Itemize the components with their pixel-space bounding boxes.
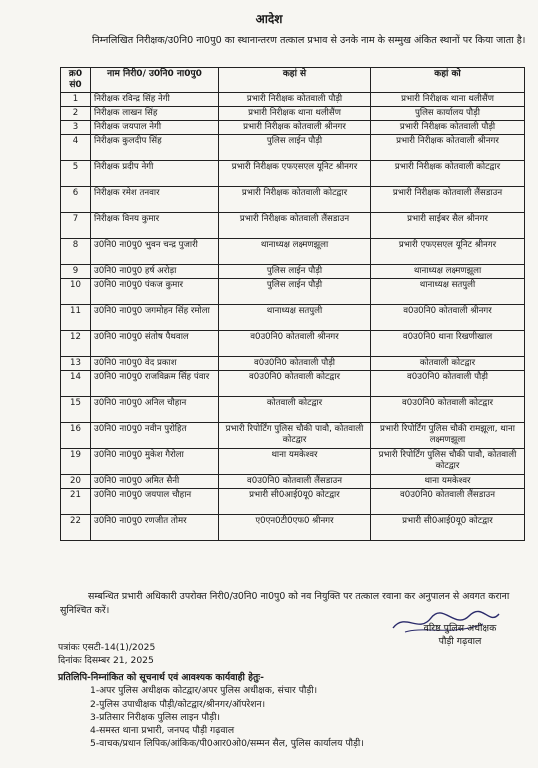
cell-sn: 22 <box>61 515 91 541</box>
cell-from: प्रभारी निरीक्षक कोतवाली पौड़ी <box>219 93 371 107</box>
cell-sn: 9 <box>61 265 91 279</box>
cell-from: प्रभारी निरीक्षक थाना थलीसैंण <box>219 107 371 121</box>
table-row <box>61 161 525 187</box>
table-row <box>61 357 525 371</box>
cell-sn: 11 <box>61 305 91 331</box>
cell-name: उ0नि0 ना0पु0 पंकज कुमार <box>91 279 219 305</box>
table-row <box>61 423 525 449</box>
cell-from: प्रभारी रिपोर्टिंग पुलिस चौकी पावौ, कोतवाली कोटद्वार <box>219 423 371 449</box>
cell-from: प्रभारी निरीक्षक कोतवाली श्रीनगर <box>219 121 371 135</box>
cell-sn: 20 <box>61 475 91 489</box>
copy-to-item: 2-पुलिस उपाधीक्षक पौड़ी/कोटद्वार/श्रीनगर/ऑपरेशन। <box>90 698 266 710</box>
copy-to-section <box>58 671 528 751</box>
table-row <box>61 213 525 239</box>
table-header-row <box>61 68 525 93</box>
cell-to: प्रभारी साईबर सैल श्रीनगर <box>371 213 525 239</box>
cell-name: निरीक्षक जयपाल नेगी <box>91 121 219 135</box>
table-row <box>61 135 525 161</box>
cell-from: थाना यमकेश्वर <box>219 449 371 475</box>
transfer-table <box>60 67 525 541</box>
cell-to: प्रभारी एफएसएल यूनिट श्रीनगर <box>371 239 525 265</box>
cell-name: उ0नि0 ना0पु0 रणजीत तोमर <box>91 515 219 541</box>
signature-title: वरिष्ठ पुलिस अधीक्षक <box>423 623 497 634</box>
signature-place: पौड़ी गढ़वाल <box>438 636 482 647</box>
cell-sn: 1 <box>61 93 91 107</box>
table-row <box>61 93 525 107</box>
table-row <box>61 121 525 135</box>
cell-to: थानाध्यक्ष लक्ष्मणझूला <box>371 265 525 279</box>
table-row <box>61 239 525 265</box>
cell-sn: 6 <box>61 187 91 213</box>
cell-sn: 2 <box>61 107 91 121</box>
cell-name: उ0नि0 ना0पु0 मुकेश गैरोला <box>91 449 219 475</box>
cell-from: पुलिस लाईन पौड़ी <box>219 135 371 161</box>
cell-from: व0उ0नि0 कोतवाली श्रीनगर <box>219 331 371 357</box>
signature-block <box>395 622 525 648</box>
table-row <box>61 475 525 489</box>
table-row <box>61 489 525 515</box>
header-sn: क्र0 सं0 <box>61 68 91 93</box>
cell-to: प्रभारी निरीक्षक कोतवाली लैंसडाउन <box>371 187 525 213</box>
cell-sn: 10 <box>61 279 91 305</box>
cell-name: उ0नि0 ना0पु0 जगमोहन सिंह रमोला <box>91 305 219 331</box>
cell-to: प्रभारी रिपोर्टिंग पुलिस चौकी पावौ, कोतवाली कोटद्वार <box>371 449 525 475</box>
cell-name: उ0नि0 ना0पु0 संतोष पैथवाल <box>91 331 219 357</box>
copy-to-item: 1-अपर पुलिस अधीक्षक कोटद्वार/अपर पुलिस अधीक्षक, संचार पौड़ी। <box>90 685 318 697</box>
cell-from: कोतवाली कोटद्वार <box>219 397 371 423</box>
cell-name: निरीक्षक प्रदीप नेगी <box>91 161 219 187</box>
table-row <box>61 305 525 331</box>
cell-sn: 3 <box>61 121 91 135</box>
cell-sn: 13 <box>61 357 91 371</box>
cell-from: प्रभारी सी0आई0यू0 कोटद्वार <box>219 489 371 515</box>
table-row <box>61 107 525 121</box>
copy-to-item: 3-प्रतिसार निरीक्षक पुलिस लाइन पौड़ी। <box>90 711 220 723</box>
cell-name: उ0नि0 ना0पु0 वेद प्रकाश <box>91 357 219 371</box>
cell-sn: 7 <box>61 213 91 239</box>
cell-to: प्रभारी रिपोर्टिंग पुलिस चौकी रामझूला, थाना लक्ष्मणझूला <box>371 423 525 449</box>
cell-name: उ0नि0 ना0पु0 नवीन पुरोहित <box>91 423 219 449</box>
cell-to: व0उ0नि0 कोतवाली लैंसडाउन <box>371 489 525 515</box>
cell-sn: 15 <box>61 397 91 423</box>
cell-from: थानाध्यक्ष सतपुली <box>219 305 371 331</box>
cell-name: निरीक्षक रविन्द्र सिंह नेगी <box>91 93 219 107</box>
cell-name: निरीक्षक विनय कुमार <box>91 213 219 239</box>
closing-paragraph: सम्बन्धित प्रभारी अधिकारी उपरोक्त निरी0/उ0नि0 ना0पु0 को नव नियुक्ति पर तत्काल रवाना कर अनुपालन से अवगत कराना सुनिश्चित करें। <box>60 591 510 616</box>
cell-to: कोतवाली कोटद्वार <box>371 357 525 371</box>
copy-to-item: 4-समस्त थाना प्रभारी, जनपद पौड़ी गढ़वाल <box>90 725 235 737</box>
cell-name: निरीक्षक लाखन सिंह <box>91 107 219 121</box>
cell-to: प्रभारी सी0आई0यू0 कोटद्वार <box>371 515 525 541</box>
reference-block <box>58 642 155 667</box>
cell-from: पुलिस लाईन पौड़ी <box>219 265 371 279</box>
cell-to: प्रभारी निरीक्षक कोतवाली कोटद्वार <box>371 161 525 187</box>
cell-sn: 19 <box>61 449 91 475</box>
order-date: दिनांकः दिसम्बर 21, 2025 <box>58 654 154 666</box>
table-body <box>61 93 525 541</box>
cell-from: थानाध्यक्ष लक्ष्मणझूला <box>219 239 371 265</box>
cell-to: थाना यमकेश्वर <box>371 475 525 489</box>
header-from: कहां से <box>219 68 371 93</box>
cell-sn: 4 <box>61 135 91 161</box>
cell-name: उ0नि0 ना0पु0 जयपाल चौहान <box>91 489 219 515</box>
table-row <box>61 515 525 541</box>
cell-sn: 8 <box>61 239 91 265</box>
table-row <box>61 449 525 475</box>
table-row <box>61 331 525 357</box>
cell-to: व0उ0नि0 कोतवाली श्रीनगर <box>371 305 525 331</box>
cell-sn: 16 <box>61 423 91 449</box>
cell-to: प्रभारी निरीक्षक थाना थलीसैंण <box>371 93 525 107</box>
cell-name: उ0नि0 ना0पु0 अनिल चौहान <box>91 397 219 423</box>
cell-sn: 14 <box>61 371 91 397</box>
copy-to-heading: प्रतिलिपि-निम्नांकित को सूचनार्थ एवं आवश्यक कार्यवाही हेतुः- <box>58 672 264 683</box>
table-row <box>61 265 525 279</box>
cell-from: प्रभारी निरीक्षक कोतवाली कोटद्वार <box>219 187 371 213</box>
reference-number: पत्रांकः एसटी-14(1)/2025 <box>58 642 156 653</box>
cell-name: निरीक्षक रमेश तनवार <box>91 187 219 213</box>
cell-to: थानाध्यक्ष सतपुली <box>371 279 525 305</box>
cell-from: ए0एन0टी0एफ0 श्रीनगर <box>219 515 371 541</box>
cell-to: व0उ0नि0 कोतवाली पौड़ी <box>371 371 525 397</box>
header-to: कहां को <box>371 68 525 93</box>
table-row <box>61 279 525 305</box>
cell-name: उ0नि0 ना0पु0 अमित सैनी <box>91 475 219 489</box>
cell-from: व0उ0नि0 कोतवाली कोटद्वार <box>219 371 371 397</box>
cell-sn: 21 <box>61 489 91 515</box>
cell-to: पुलिस कार्यालय पौड़ी <box>371 107 525 121</box>
copy-to-item: 5-वाचक/प्रधान लिपिक/आंकिक/पी0आर0ओ0/सम्मन सैल, पुलिस कार्यालय पौड़ी। <box>90 738 364 750</box>
cell-to: व0उ0नि0 थाना रिखणीखाल <box>371 331 525 357</box>
cell-sn: 12 <box>61 331 91 357</box>
cell-to: प्रभारी निरीक्षक कोतवाली श्रीनगर <box>371 135 525 161</box>
cell-name: उ0नि0 ना0पु0 भुवन चन्द्र पुजारी <box>91 239 219 265</box>
header-name: नाम निरी0/ उ0नि0 ना0पु0 <box>91 68 219 93</box>
order-title: आदेश <box>255 12 283 26</box>
cell-from: व0उ0नि0 कोतवाली पौड़ी <box>219 357 371 371</box>
cell-name: उ0नि0 ना0पु0 हर्ष अरोड़ा <box>91 265 219 279</box>
cell-to: व0उ0नि0 कोतवाली कोटद्वार <box>371 397 525 423</box>
table-row <box>61 397 525 423</box>
intro-paragraph: निम्नलिखित निरीक्षक/उ0नि0 ना0पु0 का स्थानान्तरण तत्काल प्रभाव से उनके नाम के सम्मुख अंकित स्थानों पर किया जाता है। <box>92 35 526 46</box>
cell-name: निरीक्षक कुलदीप सिंह <box>91 135 219 161</box>
table-row <box>61 371 525 397</box>
cell-from: प्रभारी निरीक्षक एफएसएल यूनिट श्रीनगर <box>219 161 371 187</box>
cell-to: प्रभारी निरीक्षक कोतवाली पौड़ी <box>371 121 525 135</box>
cell-name: उ0नि0 ना0पु0 राजविक्रम सिंह पंवार <box>91 371 219 397</box>
cell-sn: 5 <box>61 161 91 187</box>
cell-from: प्रभारी निरीक्षक कोतवाली लैंसडाउन <box>219 213 371 239</box>
cell-from: व0उ0नि0 कोतवाली लैंसडाउन <box>219 475 371 489</box>
table-row <box>61 187 525 213</box>
cell-from: पुलिस लाईन पौड़ी <box>219 279 371 305</box>
